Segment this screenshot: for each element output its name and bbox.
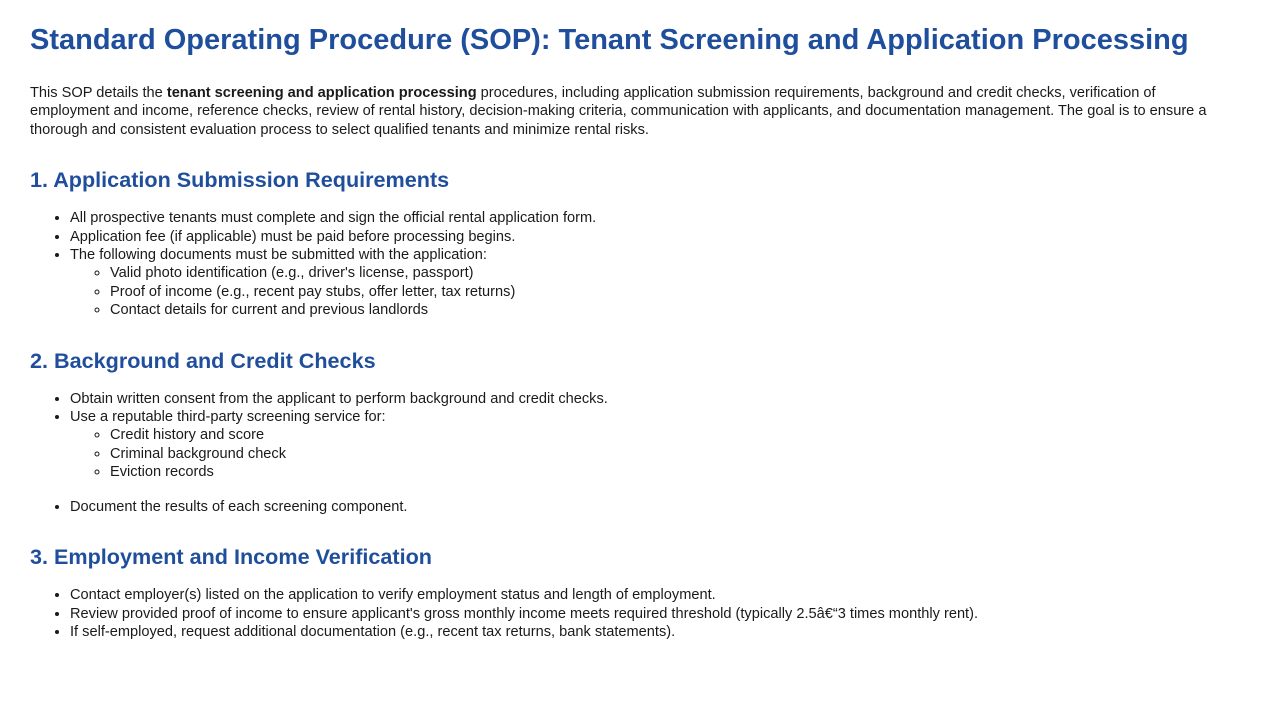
- intro-text-after: procedures, including application submission requirements, background and credit checks, verification of employment and income, reference checks, review of rental history, decision-making criteria, communication with applicants, and documentation management. The goal is to ensure a thorough and consistent evaluation process to select qualified tenants and minimize rental risks.: [30, 85, 1207, 138]
- bullet-list: [30, 498, 1233, 516]
- page-title: Standard Operating Procedure (SOP): Tenant Screening and Application Processing: [30, 24, 1189, 56]
- list-item: • All prospective tenants must complete and sign the official rental application form.: [70, 209, 1233, 227]
- bullet-list: [30, 390, 1233, 482]
- intro-bold-phrase: tenant screening and application processing: [166, 85, 477, 101]
- sub-list-item: ◦ Eviction records: [110, 463, 1233, 481]
- list-item: • Review provided proof of income to ensure applicant's gross monthly income meets required threshold (typically 2.5â€“3 times monthly rent).: [70, 605, 1233, 623]
- section-heading: 2. Background and Credit Checks: [30, 347, 376, 373]
- sub-bullet-list: [70, 264, 1233, 319]
- section-heading: 3. Employment and Income Verification: [30, 544, 432, 570]
- sections-container: [30, 167, 1233, 641]
- sub-list-item: ◦ Criminal background check: [110, 445, 1233, 463]
- list-item: • The following documents must be submitted with the application: ◦ Valid photo identification (e.g., driver's license, passport) ◦ Proof of income (e.g., recent pay stubs, offer letter, tax returns) ◦ Contact details for current and previous landlords: [70, 246, 1233, 320]
- list-item: • If self-employed, request additional documentation (e.g., recent tax returns, bank statements).: [70, 623, 1233, 641]
- document-page: [0, 21, 1263, 641]
- section-heading: 1. Application Submission Requirements: [30, 167, 450, 193]
- sub-bullet-list: [70, 426, 1233, 481]
- sub-list-item: ◦ Proof of income (e.g., recent pay stubs, offer letter, tax returns): [110, 283, 1233, 301]
- intro-paragraph: [30, 84, 1233, 139]
- list-item: • Obtain written consent from the applicant to perform background and credit checks.: [70, 390, 1233, 408]
- list-item: • Application fee (if applicable) must be paid before processing begins.: [70, 228, 1233, 246]
- list-item: • Use a reputable third-party screening service for: ◦ Credit history and score ◦ Criminal background check ◦ Eviction records: [70, 408, 1233, 482]
- intro-text-before: This SOP details the: [30, 85, 167, 101]
- bullet-list: [30, 209, 1233, 319]
- list-item: • Contact employer(s) listed on the application to verify employment status and length of employment.: [70, 586, 1233, 604]
- sub-list-item: ◦ Contact details for current and previous landlords: [110, 301, 1233, 319]
- list-item: • Document the results of each screening component.: [70, 498, 1233, 516]
- bullet-list: [30, 586, 1233, 641]
- sub-list-item: ◦ Valid photo identification (e.g., driver's license, passport): [110, 264, 1233, 282]
- sub-list-item: ◦ Credit history and score: [110, 426, 1233, 444]
